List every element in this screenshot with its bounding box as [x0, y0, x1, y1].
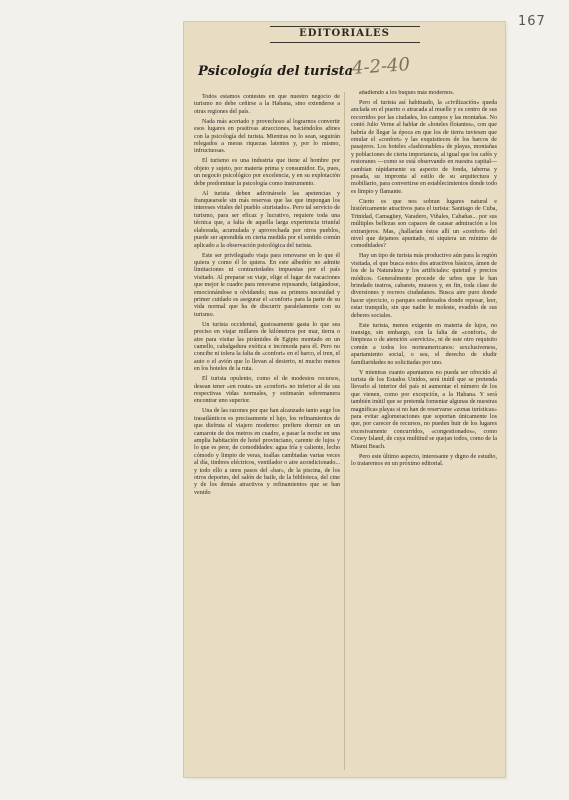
page-number: 167	[518, 14, 546, 29]
paragraph: Cierto es que nos sobran lugares natural e históricamente atractivos para el turista: Santiago de Cuba, Trinidad, Camagüey, Varadero, Viñales, Cabañas... por sus múltiples bellezas son capaces de causar admiración a los extranjeros. Mas, ¿hallarían éstos allí un «confort» del nivel que dejamos apuntado, ni siquiera un mínimo de comodidades?	[351, 198, 497, 250]
article-column-right	[351, 90, 497, 770]
paragraph: El turista opulento, como el de modestos recursos, desean tener «en route» un «confort» no inferior al de sus respectivas vidas normales, y estimarán sobremanera encontrar uno superior.	[194, 376, 340, 405]
section-header: EDITORIALES	[299, 28, 390, 39]
paragraph: Y mientras cuanto apuntamos no pueda ser ofrecido al turista de los Estados Unidos, será inútil que se pretenda llevarlo al interior del país ni aumentar el número de los que vienen, como por excepción, a la Habana. Y será también inútil que se pretenda fomentar algunas de nuestras magníficas playas si no han de reservarse «zonas turísticas» para evitar aglomeraciones que soportan únicamente los que, por carecer de recursos, no pueden huir de los lugares excesivamente concurridos, «congestionados», como Coney Island, de cuya multitud se quejan todos, como de la Miami Beach.	[351, 369, 497, 450]
paragraph: Pero el turista así habituado, la «civilización» queda anclada en el puerto o atracada al muelle y es centro de sus recorridos por las ciudades, los campos y las montañas. No contó Julio Verne al hablar de «hoteles flotantes», con que habría de llegar la época en que los de tierra tuviesen que emular el «confort» y las exquisiteces de los barcos de pasajeros. Los hoteles «fashionables» de playas, montañas y poblaciones de cierta importancia, al igual que los cafés y restoranes —como se está observando en nuestra capital— cambian rápidamente su aspecto de fonda, taberna y posada, su impronta al estilo de su arquitectura y mobiliario, para convertirse en establecimientos donde todo es limpio y flamante.	[351, 100, 497, 195]
article-title: Psicología del turista	[198, 64, 354, 79]
handwritten-date: 4-2-40	[351, 54, 411, 79]
paragraph: Todos estamos contestes en que nuestro negocio de turismo no debe ceñirse a la Habana, sino extenderse a otras regiones del país.	[194, 94, 340, 115]
paragraph: Nada más acertado y provechoso al lograrnos convertir esos lugares en positivas atracciones, haciéndolos afines con la psicología del turista. Mientras no lo sean, seguirán relegados a meras riquezas latentes y, por lo mismo, infructuosas.	[194, 118, 340, 155]
header-rule-top	[270, 26, 420, 27]
paragraph: Pero este último aspecto, interesante y digno de estudio, lo trataremos en un próximo editorial.	[351, 453, 497, 468]
article-column-left	[194, 94, 340, 770]
paragraph: Este ser privilegiado viaja para renovarse en lo que él quiera y como él lo quiera. En este albedrío no admite limitaciones ni contrariedades impuestas por el país visitado. Al preparar su viaje, elige el lugar de vacaciones que mejor le cuadre para renovarse reposando, fatigándose, emocionándose u olvidando; mas su primera necesidad y primer cuidado es asegurar el «confort» para la parte de su vida normal que ha de discurrir paralelamente con su turismo.	[194, 252, 340, 318]
paragraph: Un turista occidental, gustosamente gasta lo que sea preciso en viajar millares de kilómetros por mar, tierra o aire para visitar las pirámides de Egipto montado en un camello, cabalgadura exótica e incómoda para él. Pero no concibe ni tolera la falta de «confort» en el barco, el tren, el auto o el avión que lo llevan al desierto, ni mucho menos en los hoteles de la ruta.	[194, 321, 340, 373]
header-rule-bottom	[270, 42, 420, 43]
paragraph: Hay un tipo de turista más productivo aún para la región visitada, el que busca estos dos atractivos básicos, ámen de los de la Naturaleza y los artificiales: quietud y precios módicos. Generalmente procede de urbes que le han brindado teatros, cabarets, museos y, en fin, toda clase de diversiones y recreos ciudadanos. Busca aire puro donde hacer ejercicio, o parques sombreados donde reposar, leer, estar tranquilo, sin que nadie le moleste, evadido de sus deberes sociales.	[351, 253, 497, 319]
paragraph: Una de las razones por que han alcanzado tanto auge los trasatlánticos es precisamente el lujo, los refinamientos de que disfruta el viajero moderno: prefiere dormir en un camarote de dos metros en cuadro, a pasar la noche en una amplia habitación de hotel provinciano, carente de lujos y lo que es peor, de comodidades: agua fría y caliente, lecho cómodo y limpio de veras, toallas cambiadas varias veces al día, timbres eléctricos, ventilador o aire acondicionado... y todo ello a unos pasos del «bar», de la piscina, de los otros deportes, del salón de baile, de la biblioteca, del cine y de los demás atractivos y refinamientos que se han venido	[194, 408, 340, 496]
newspaper-clipping	[184, 22, 505, 777]
column-divider	[344, 92, 345, 770]
paragraph: El turismo es una industria que tiene al hombre por objeto y sujeto, por materia prima y consumidor. Es, pues, un negocio psicológico por excelencia, y en su explotación debe predominar la psicología como instrumento.	[194, 158, 340, 187]
paragraph: Este turista, menos exigente en materia de lujos, no transige, sin embargo, con la falta de «confort», de limpieza o de atención «servicio», ni de este otro requisito común a todos los norteamericanos: sexclusiveness, apartamiento social, o sea, el derecho de eludir familiaridades no solicitadas por uno.	[351, 322, 497, 366]
paragraph: Al turista deben adivinársele las apetencias y franquearsele sin más reservas que las que impongan los intereses vitales del pueblo «turistado». Pero tal servicio de turismo, para ser eficaz y lucrativo, requiere toda una técnica que, a falta de aquella larga experiencia triunfal elaborada, acumulada y aprovechada por otros pueblos, puede ser aprendida en cierta medida por el sentido común aplicado a la observación psicológica del turista.	[194, 190, 340, 249]
paragraph: añadiendo a los buques más modernos.	[359, 90, 455, 96]
